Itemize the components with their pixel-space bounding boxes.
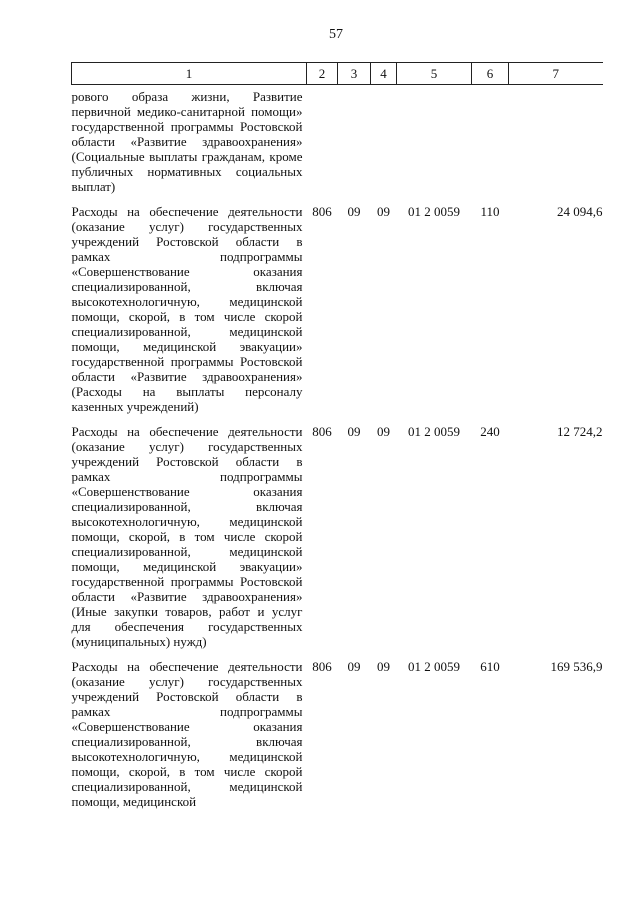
column-header: 5 (397, 63, 472, 85)
cell-ministry-code: 806 (312, 424, 332, 439)
cell-expense-type: 240 (480, 424, 500, 439)
cell-expense-type: 610 (480, 659, 500, 674)
column-header: 4 (371, 63, 397, 85)
table-row (72, 659, 603, 819)
cell-section: 09 (347, 424, 361, 439)
table-row (72, 424, 603, 659)
column-header: 1 (72, 63, 307, 85)
page-number: 57 (329, 27, 343, 42)
cell-amount: 169 536,9 (550, 659, 603, 674)
cell-target-article (397, 85, 472, 205)
cell-ministry-code: 806 (312, 204, 332, 219)
column-header: 2 (307, 63, 338, 85)
cell-amount: 24 094,6 (557, 204, 603, 219)
cell-amount (509, 85, 603, 205)
column-header: 7 (509, 63, 603, 85)
cell-target-article: 01 2 0059 (408, 659, 460, 674)
cell-subsection: 09 (377, 204, 390, 219)
cell-section: 09 (347, 204, 361, 219)
table-header-row (72, 63, 603, 85)
cell-ministry-code (307, 85, 338, 205)
row-description: Расходы на обеспечение деятельности (оказание услуг) государственных учреждений Ростовской области в рамках подпрограммы «Совершенствование оказания специализированной, включая высокотехнологичную, медицинской помощи, скорой, в том числе скорой специализированной, медицинской помощи, медицинской эвакуации» государственной программы Ростовской области «Развитие здравоохранения» (Расходы на выплаты персоналу казенных учреждений) (71, 204, 303, 414)
budget-table (71, 62, 603, 819)
cell-amount: 12 724,2 (557, 424, 603, 439)
row-description: рового образа жизни, Развитие первичной медико-санитарной помощи» государственной программы Ростовской области «Развитие здравоохранения» (Социальные выплаты гражданам, кроме публичных нормативных социальных выплат) (71, 89, 303, 194)
cell-ministry-code: 806 (312, 659, 332, 674)
cell-target-article: 01 2 0059 (408, 204, 460, 219)
cell-subsection: 09 (377, 659, 390, 674)
row-description: Расходы на обеспечение деятельности (оказание услуг) государственных учреждений Ростовской области в рамках подпрограммы «Совершенствование оказания специализированной, включая высокотехнологичную, медицинской помощи, скорой, в том числе скорой специализированной, медицинской помощи, медицинской (71, 659, 303, 809)
table-row (72, 85, 603, 205)
cell-section (338, 85, 371, 205)
cell-subsection (371, 85, 397, 205)
cell-target-article: 01 2 0059 (408, 424, 460, 439)
cell-subsection: 09 (377, 424, 390, 439)
column-header: 6 (472, 63, 509, 85)
cell-expense-type: 110 (480, 204, 500, 219)
cell-expense-type (472, 85, 509, 205)
column-header: 3 (338, 63, 371, 85)
row-description: Расходы на обеспечение деятельности (оказание услуг) государственных учреждений Ростовской области в рамках подпрограммы «Совершенствование оказания специализированной, включая высокотехнологичную, медицинской помощи, скорой, в том числе скорой специализированной, медицинской помощи, медицинской эвакуации» государственной программы Ростовской области «Развитие здравоохранения» (Иные закупки товаров, работ и услуг для обеспечения государственных (муниципальных) нужд) (71, 424, 303, 649)
table-row (72, 204, 603, 424)
cell-section: 09 (347, 659, 361, 674)
